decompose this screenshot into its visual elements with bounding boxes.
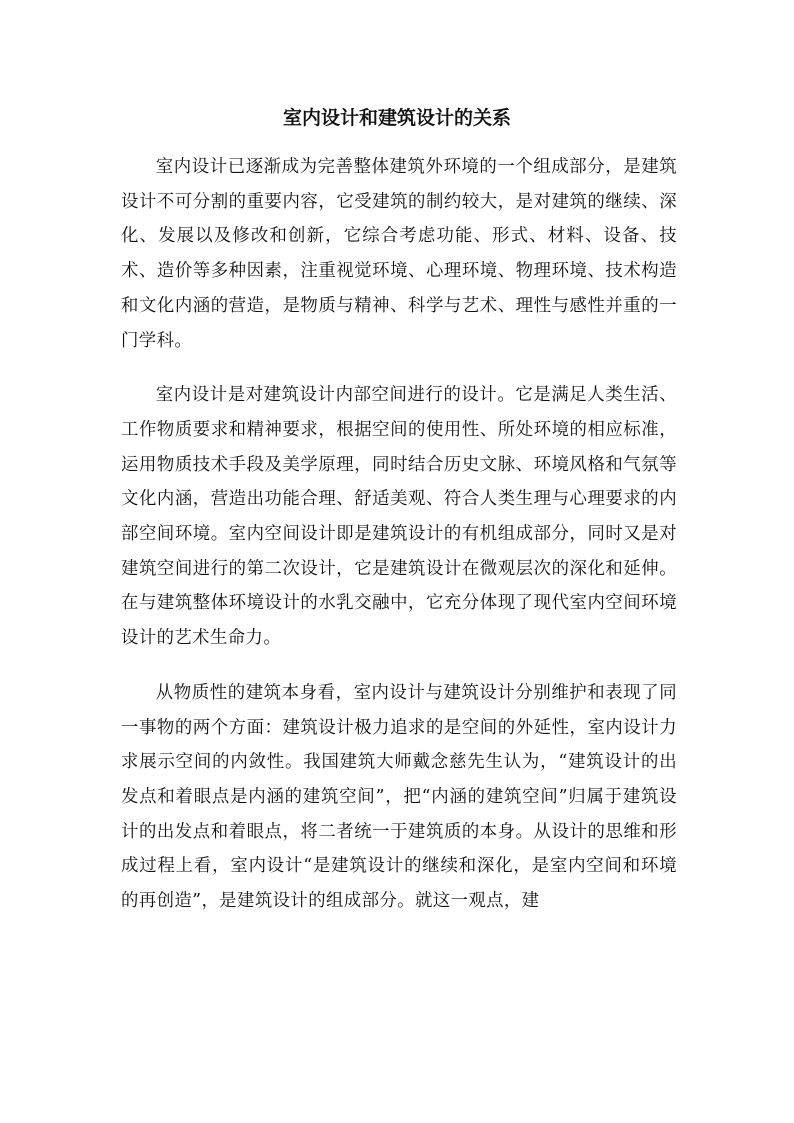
paragraph-2: 室内设计是对建筑设计内部空间进行的设计。它是满足人类生活、工作物质要求和精神要求，根据空间的使用性、所处环境的相应标准，运用物质技术手段及美学原理，同时结合历史文脉、环境风格和气氛等文化内涵，营造出功能合理、舒适美观、符合人类生理与心理要求的内部空间环境。室内空间设计即是建筑设计的有机组成部分，同时又是对建筑空间进行的第二次设计，它是建筑设计在微观层次的深化和延伸。在与建筑整体环境设计的水乳交融中，它充分体现了现代室内空间环境设计的艺术生命力。 [121,385,677,649]
paragraph-3: 从物质性的建筑本身看，室内设计与建筑设计分别维护和表现了同一事物的两个方面：建筑设计极力追求的是空间的外延性，室内设计力求展示空间的内敛性。我国建筑大师戴念慈先生认为，“建筑设计的出发点和着眼点是内涵的建筑空间”，把“内涵的建筑空间”归属于建筑设计的出发点和着眼点，将二者统一于建筑质的本身。从设计的思维和形成过程上看，室内设计“是建筑设计的继续和深化，是室内空间和环境的再创造”，是建筑设计的组成部分。就这一观点，建 [121,682,677,912]
document-body [121,150,677,939]
paragraph-1: 室内设计已逐渐成为完善整体建筑外环境的一个组成部分，是建筑设计不可分割的重要内容，它受建筑的制约较大，是对建筑的继续、深化、发展以及修改和创新，它综合考虑功能、形式、材料、设备、技术、造价等多种因素，注重视觉环境、心理环境、物理环境、技术构造和文化内涵的营造，是物质与精神、科学与艺术、理性与感性并重的一门学科。 [121,157,677,351]
document-title: 室内设计和建筑设计的关系 [282,107,511,129]
